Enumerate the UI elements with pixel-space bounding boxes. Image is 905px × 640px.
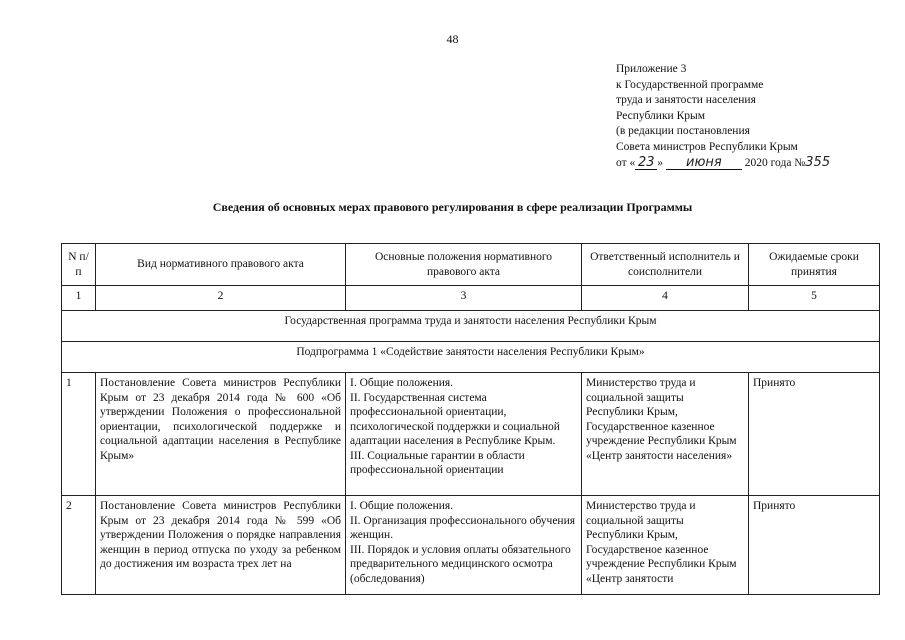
table-row <box>62 373 880 496</box>
subprogram-title: Подпрограмма 1 «Содействие занятости населения Республики Крым» <box>62 342 880 373</box>
program-row <box>62 311 880 342</box>
provision-item: III. Порядок и условия оплаты обязательного предварительного медицинского осмотра (обследования) <box>350 543 571 585</box>
provision-item: II. Организация профессионального обучения женщин. <box>350 514 576 541</box>
header-num: N п/п <box>62 244 96 286</box>
page-number: 48 <box>446 32 459 46</box>
row-term: Принято <box>749 373 880 496</box>
table-row <box>62 496 880 595</box>
appendix-line: (в редакции постановления <box>616 125 750 137</box>
column-number: 3 <box>346 286 582 311</box>
appendix-line: Республики Крым <box>616 109 705 122</box>
provision-item: I. Общие положения. <box>350 377 454 389</box>
header-term: Ожидаемые сроки принятия <box>749 244 880 286</box>
document-title: Сведения об основных мерах правового регулирования в сфере реализации Программы <box>212 200 693 214</box>
appendix-line: Совета министров Республики Крым <box>616 140 798 153</box>
row-term: Принято <box>749 496 880 595</box>
provision-item: I. Общие положения. <box>350 500 454 512</box>
table-header-row <box>62 244 880 286</box>
column-number: 5 <box>749 286 880 311</box>
handwritten-month: июня <box>666 157 742 170</box>
column-number: 4 <box>582 286 749 311</box>
header-provisions: Основные положения нормативного правового акта <box>346 244 582 286</box>
handwritten-day: 23 <box>635 157 657 170</box>
appendix-block <box>616 62 830 172</box>
date-prefix: от « <box>616 157 636 169</box>
appendix-line: к Государственной программе <box>616 78 764 91</box>
row-number: 2 <box>62 496 96 595</box>
row-provisions <box>346 496 582 595</box>
provision-item: II. Государственная система профессиональной ориентации, психологической поддержки и социальной адаптации населения в Республике Крым. <box>350 391 560 447</box>
appendix-line: труда и занятости населения <box>616 94 756 106</box>
subprogram-row <box>62 342 880 373</box>
row-executor: Министерство труда и социальной защиты Республики Крым, Государственное казенное учреждение Республики Крым «Центр занятости населения» <box>582 373 749 496</box>
row-number: 1 <box>62 373 96 496</box>
column-number: 1 <box>62 286 96 311</box>
provision-item: III. Социальные гарантии в области профессиональной ориентации <box>350 449 525 476</box>
row-act: Постановление Совета министров Республики Крым от 23 декабря 2014 года № 599 «Об утверждении Положения о порядке направления женщин в период отпуска по уходу за ребенком до достижения им возраста трех лет на <box>96 496 346 595</box>
row-provisions <box>346 373 582 496</box>
appendix-line: Приложение 3 <box>616 63 687 75</box>
regulation-table <box>61 243 880 595</box>
row-act: Постановление Совета министров Республики Крым от 23 декабря 2014 года № 600 «Об утверждении Положения о профессиональной ориентации, психологической поддержке и социальной адаптации населения в Республике Крым» <box>96 373 346 496</box>
header-executor: Ответственный исполнитель и соисполнители <box>582 244 749 286</box>
header-act-type: Вид нормативного правового акта <box>96 244 346 286</box>
column-number: 2 <box>96 286 346 311</box>
appendix-date-line <box>616 155 830 172</box>
handwritten-number: 355 <box>805 155 831 170</box>
row-executor: Министерство труда и социальной защиты Республики Крым, Государственое казенное учреждение Республики Крым «Центр занятости <box>582 496 749 595</box>
date-day-close: » <box>657 157 663 169</box>
date-year: 2020 года № <box>744 157 806 169</box>
program-title: Государственная программа труда и занятости населения Республики Крым <box>62 311 880 342</box>
column-number-row <box>62 286 880 311</box>
